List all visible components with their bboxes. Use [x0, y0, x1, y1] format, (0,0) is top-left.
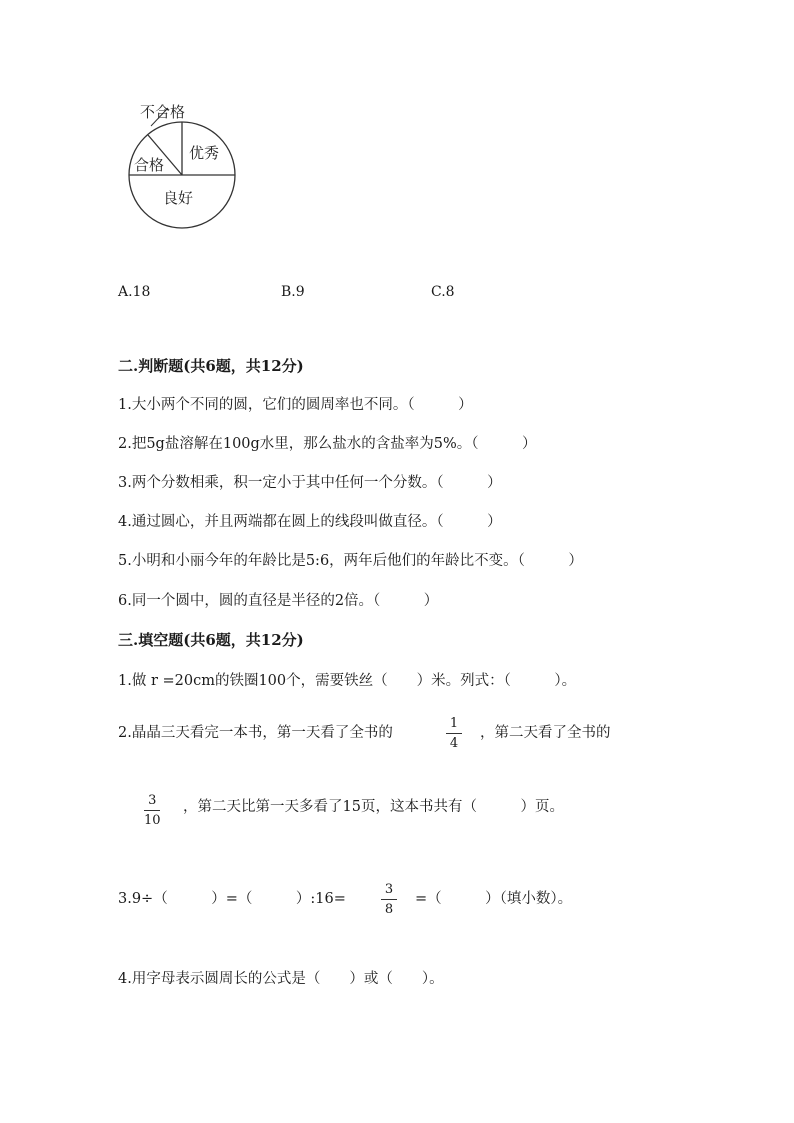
- section3-q1: 1.做 r =20cm的铁圈100个，需要铁丝（ ）米。列式：（ ）。: [118, 673, 577, 689]
- pie-label-fail: 不合格: [140, 103, 186, 121]
- pie-chart-figure: [110, 95, 260, 245]
- section2-item-1: 1.大小两个不同的圆，它们的圆周率也不同。（ ）: [118, 397, 473, 413]
- section3-q3-part1: 3.9÷（ ）=（ ）:16=: [118, 891, 346, 907]
- fraction-bar: [144, 810, 160, 811]
- fraction-denominator: 8: [384, 902, 394, 917]
- section3-q2-part1: 2.晶晶三天看完一本书，第一天看了全书的: [118, 725, 393, 741]
- pie-label-good: 良好: [163, 189, 194, 207]
- fraction-numerator: 1: [449, 716, 459, 731]
- pie-label-excellent: 优秀: [189, 144, 220, 162]
- section2-item-6: 6.同一个圆中，圆的直径是半径的2倍。（ ）: [118, 593, 439, 609]
- section3-q2-part3: ，第二天比第一天多看了15页，这本书共有（ ）页。: [183, 799, 564, 815]
- fraction-three-tenths: [144, 793, 161, 828]
- pie-label-pass: 合格: [134, 156, 165, 174]
- section3-q2-part2: ，第二天看了全书的: [480, 725, 611, 741]
- fraction-one-quarter: [446, 716, 462, 751]
- fraction-denominator: 10: [144, 813, 161, 828]
- option-c: C.8: [431, 284, 455, 300]
- section2-item-5: 5.小明和小丽今年的年龄比是5:6，两年后他们的年龄比不变。（ ）: [118, 553, 583, 569]
- fraction-three-eighths: [381, 882, 397, 917]
- fraction-bar: [446, 733, 462, 734]
- section3-q3-part2: =（ ）（填小数）。: [415, 891, 573, 907]
- fraction-numerator: 3: [384, 882, 394, 897]
- fraction-denominator: 4: [449, 736, 459, 751]
- option-a: A.18: [118, 284, 151, 300]
- section2-item-3: 3.两个分数相乘，积一定小于其中任何一个分数。（ ）: [118, 475, 502, 491]
- section3-q4: 4.用字母表示圆周长的公式是（ ）或（ ）。: [118, 971, 444, 987]
- fraction-numerator: 3: [148, 793, 157, 808]
- section2-item-2: 2.把5g盐溶解在100g水里，那么盐水的含盐率为5%。（ ）: [118, 436, 537, 452]
- section2-title: 二.判断题(共6题，共12分): [118, 357, 304, 375]
- section3-title: 三.填空题(共6题，共12分): [118, 631, 304, 649]
- section2-item-4: 4.通过圆心，并且两端都在圆上的线段叫做直径。（ ）: [118, 514, 502, 530]
- option-b: B.9: [281, 284, 305, 300]
- fraction-bar: [381, 899, 397, 900]
